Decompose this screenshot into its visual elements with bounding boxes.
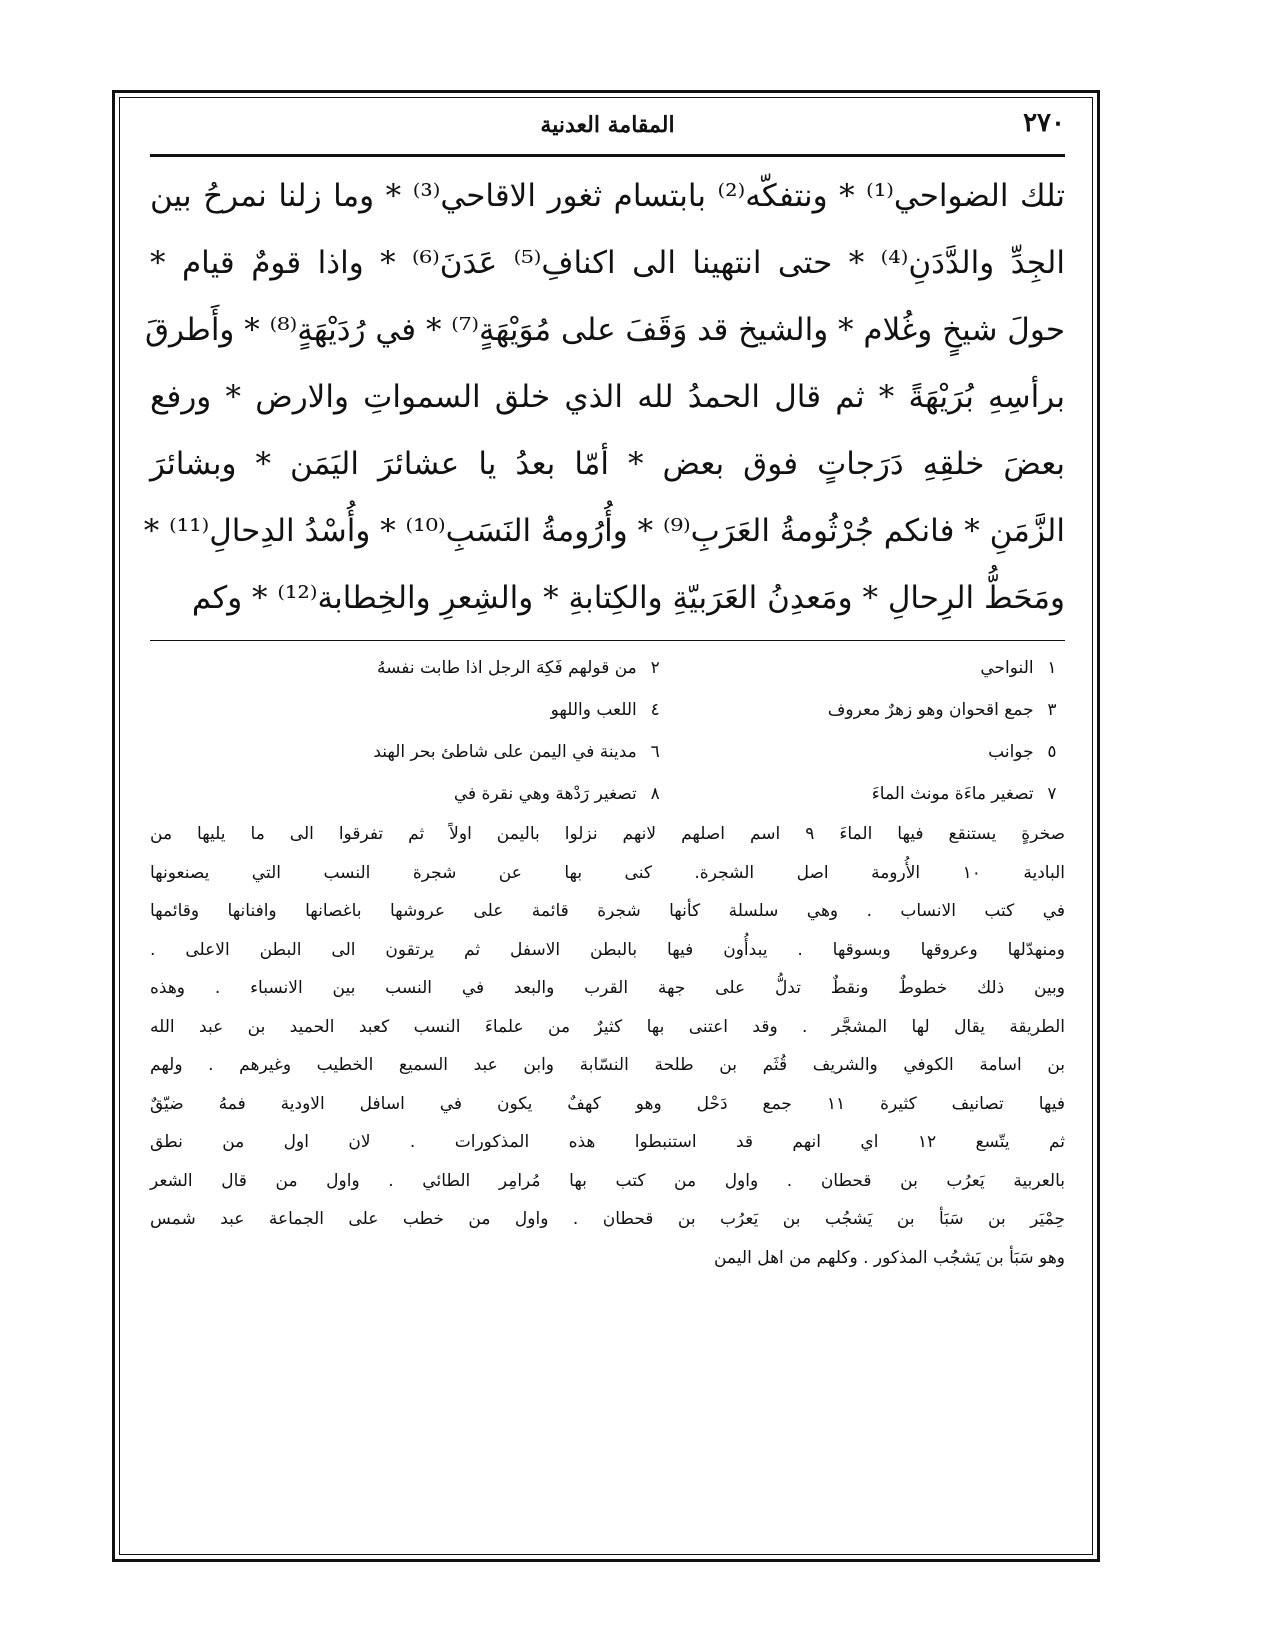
footnote-line: الطريقة يقال لها المشجَّر . وقد اعتنى بها كثيرٌ من علماءَ النسب كعبد الحميد بن عبد الله [150,1016,1065,1037]
main-line: ومَحَطُّ الرِحالِ * ومَعدِنُ العَرَبيّةِ والكِتابةِ * والشِعرِ والخِطابة⁽¹²⁾ * وكم [191,580,1065,616]
footnote-line: صخرةٍ يستنقع فيها الماءَ ٩ اسم اصلهم لانهم نزلوا باليمن اولاً ثم تفرقوا الى ما يليها من [150,824,1065,844]
page-title: المقامة العدنية [540,112,675,138]
footnote-text: تصغير ماءَة مونث الماءَ [871,784,1034,804]
footnote-text: مدينة في اليمن على شاطئ بحر الهند [373,742,637,762]
main-line: بعضَ خلقِهِ دَرَجاتٍ فوق بعض * أمّا بعدُ يا عشائرَ اليَمَن * وبشائرَ [150,446,1065,482]
footnote-text: جوانب [988,742,1034,762]
page-content [143,108,1066,1277]
footnote-line: وهو سَبَأ بن يَشجُب المذكور . وكلهم من اهل اليمن [713,1247,1065,1268]
footnote-row [150,689,1065,731]
footnote-line: وبين ذلك خطوطٌ ونقطٌ تدلُّ على جهة القرب والبعد في النسب بين الانسباء . وهذه [150,978,1065,998]
footnote-line: البادية ١٠ الأُرومة اصل الشجرة. كنى بها عن شجرة النسب التي يصنعونها [150,862,1065,883]
footnote-number: ٤ [650,700,660,720]
footnote-number: ٣ [1047,700,1057,720]
footnote-row [150,731,1065,773]
footnotes [150,647,1065,1277]
footnote-number: ٧ [1047,784,1057,804]
main-text [143,163,1066,632]
footnote-row [150,773,1065,815]
footnote-number: ٦ [650,742,660,762]
footnote-text: تصغير رَدْهة وهي نقرة في [453,784,637,804]
footnote-line: بن اسامة الكوفي والشريف قُثَم بن طلحة النسّابة وابن عبد السميع الخطيب وغيرهم . ولهم [150,1055,1065,1075]
footnote-line: في كتب الانساب . وهي سلسلة كأنها شجرة قائمة على عروشها باغصانها وافنانها وقائمها [150,901,1065,921]
page-header [150,108,1065,148]
main-line: برأسِهِ بُرَيْهَةً * ثم قال الحمدُ لله الذي خلق السمواتِ والارض * ورفع [150,379,1065,415]
header-rule [150,154,1065,157]
footnote-text: من قولهم فَكِهَ الرجل اذا طابت نفسهُ [377,658,637,678]
footnote-number: ٨ [650,784,660,804]
footnote-number: ٢ [650,658,660,678]
footnote-row [150,647,1065,689]
footnote-line: ثم يتّسع ١٢ اي انهم قد استنبطوا هذه المذكورات . لان اول من نطق [150,1132,1065,1152]
page-number: ٢٧٠ [1023,108,1065,138]
footnote-text: جمع اقحوان وهو زهرٌ معروف [827,700,1034,720]
footnote-line: حِمْيَر بن سَبَأ بن يَشجُب بن يَعرُب بن قحطان . واول من خطب على الجماعة عبد شمس [150,1209,1065,1229]
main-line: تلك الضواحي⁽¹⁾ * ونتفكّه⁽²⁾ بابتسام ثغور الاقاحي⁽³⁾ * وما زلنا نمرحُ بين [150,178,1066,214]
footnote-line: بالعربية يَعرُب بن قحطان . واول من كتب بها مُرامِر الطائي . واول من قال الشعر [150,1170,1065,1191]
footnote-number: ١ [1047,658,1057,678]
main-line: الجِدِّ والدَّدَنِ⁽⁴⁾ * حتى انتهينا الى اكنافِ⁽⁵⁾ عَدَنَ⁽⁶⁾ * واذا قومٌ قيام * [150,245,1065,281]
footnote-text: النواحي [980,658,1034,678]
footnote-line: ومنهدّلها وعروقها وبسوقها . يبدأُون فيها بالبطن الاسفل ثم يرتقون الى البطن الاعلى . [150,939,1065,960]
footnote-number: ٥ [1047,742,1057,762]
main-line: حولَ شيخٍ وغُلام * والشيخ قد وَقَفَ على مُوَيْهَةٍ⁽⁷⁾ * في رُدَيْهَةٍ⁽⁸⁾ * وأَطرقَ [144,312,1065,348]
footnote-text: اللعب واللهو [550,700,637,720]
footnote-rule [150,640,1065,641]
main-line: الزَّمَنِ * فانكم جُرْثُومةُ العَرَبِ⁽⁹⁾ * وأُرُومةُ النَسَبِ⁽¹⁰⁾ * وأُسْدُ الدِحالِ⁽¹¹⁾ * [143,513,1065,549]
footnote-line: فيها تصانيف كثيرة ١١ جمع دَحْل وهو كهفٌ يكون في اسافل الاودية فمهُ ضيّقٌ [150,1093,1065,1114]
